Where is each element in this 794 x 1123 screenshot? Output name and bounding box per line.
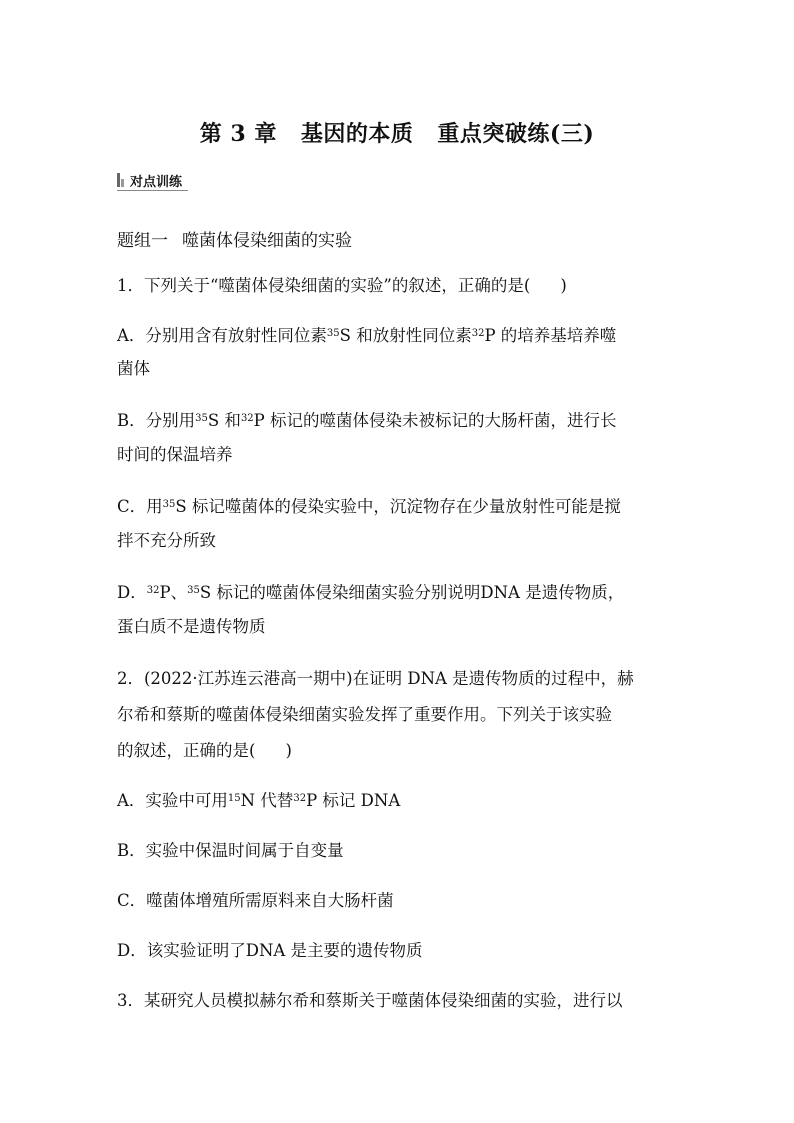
q1-option-a: A．分别用含有放射性同位素$^{35}$S 和放射性同位素$^{32}$P 的培养基培养噬 (117, 326, 617, 345)
q2-stem-line2: 尔希和蔡斯的噬菌体侵染细菌实验发挥了重要作用。下列关于该实验 (117, 705, 612, 724)
q1-option-b: B．分别用$^{35}$S 和$^{32}$P 标记的噬菌体侵染未被标记的大肠杆菌，进行长 (117, 411, 617, 430)
q1-option-b-cont: 时间的保温培养 (117, 445, 233, 464)
q1-option-a-cont: 菌体 (117, 359, 150, 378)
section-marker-icon (117, 173, 125, 187)
chapter-part: 重点突破练(三) (437, 121, 595, 147)
q1-option-c-cont: 拌不充分所致 (117, 531, 216, 550)
section-label-text: 对点训练 (130, 174, 183, 190)
q1-option-c: C．用$^{35}$S 标记噬菌体的侵染实验中，沉淀物存在少量放射性可能是搅 (117, 497, 621, 516)
q2-stem-line1: 2．(2022·江苏连云港高一期中)在证明 DNA 是遗传物质的过程中，赫 (117, 669, 634, 688)
q2-option-c: C．噬菌体增殖所需原料来自大肠杆菌 (117, 891, 394, 910)
page-title (0, 117, 794, 148)
group-title (117, 226, 352, 251)
group-label: 题组一 (117, 231, 168, 251)
q2-option-b: B．实验中保温时间属于自变量 (117, 841, 344, 860)
section-label (117, 170, 188, 191)
chapter-topic: 基因的本质 (300, 121, 414, 147)
group-name: 噬菌体侵染细菌的实验 (182, 231, 352, 251)
q2-option-d: D．该实验证明了DNA 是主要的遗传物质 (117, 941, 423, 960)
q3-stem-line1: 3．某研究人员模拟赫尔希和蔡斯关于噬菌体侵染细菌的实验，进行以 (117, 991, 623, 1010)
q2-stem-line3: 的叙述，正确的是( ) (117, 741, 292, 760)
q2-option-a: A．实验中可用$^{15}$N 代替$^{32}$P 标记 DNA (117, 791, 401, 810)
chapter-number: 第 3 章 (199, 121, 277, 147)
q1-option-d: D．$^{32}$P、$^{35}$S 标记的噬菌体侵染细菌实验分别说明DNA 是遗传物质， (117, 583, 625, 602)
q1-option-d-cont: 蛋白质不是遗传物质 (117, 617, 266, 636)
q1-stem: 1．下列关于“噬菌体侵染细菌的实验”的叙述，正确的是( ) (117, 276, 567, 295)
